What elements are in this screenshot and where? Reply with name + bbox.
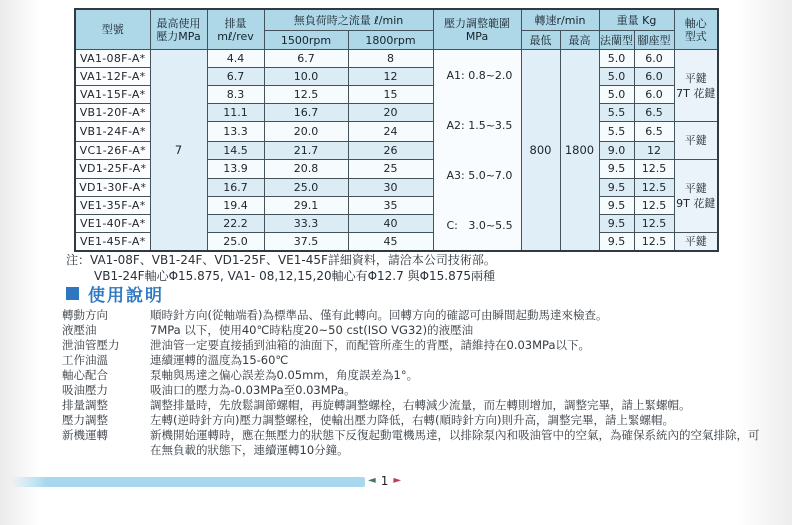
weight-foot-cell: 6.0: [634, 50, 674, 68]
footer-accent-bar: [10, 477, 365, 487]
flow-1800-cell: 12: [348, 68, 433, 86]
weight-foot-cell: 12.5: [634, 159, 674, 179]
flow-1500-cell: 6.7: [264, 50, 348, 68]
flow-1800-cell: 26: [348, 141, 433, 159]
weight-foot-cell: 6.5: [634, 122, 674, 142]
usage-item: [62, 368, 768, 383]
col-header-weight-foot: 腳座型: [634, 31, 674, 50]
col-header-shaft-type: [674, 9, 718, 50]
displacement-cell: 4.4: [207, 50, 264, 68]
weight-foot-cell: 6.5: [634, 104, 674, 122]
flow-1500-cell: 29.1: [264, 197, 348, 215]
displacement-cell: 13.9: [207, 159, 264, 179]
square-bullet-icon: [66, 287, 79, 300]
displacement-cell: 16.7: [207, 179, 264, 197]
table-notes: [66, 252, 496, 284]
weight-flange-cell: 9.5: [599, 159, 634, 179]
col-header-speed-group: 轉速r/min: [521, 9, 599, 31]
weight-flange-cell: 9.5: [599, 179, 634, 197]
pump-spec-table: [74, 8, 719, 252]
displacement-cell: 25.0: [207, 233, 264, 252]
flow-1500-cell: 20.0: [264, 122, 348, 142]
flow-1500-cell: 12.5: [264, 86, 348, 104]
usage-description: 左轉(逆時針方向)壓力調整螺栓，使輸出壓力降低，右轉(順時針方向)則升高，調整完畢，請上緊螺帽。: [150, 413, 674, 427]
flow-1500-cell: 16.7: [264, 104, 348, 122]
usage-term: 排量調整: [62, 398, 108, 412]
flow-1500-cell: 10.0: [264, 68, 348, 86]
flow-1500-cell: 21.7: [264, 141, 348, 159]
usage-term: 轉動方向: [62, 308, 108, 322]
weight-flange-cell: 5.0: [599, 86, 634, 104]
weight-flange-cell: 5.0: [599, 50, 634, 68]
model-cell: VA1-15F-A*: [75, 86, 150, 104]
weight-flange-cell: 5.5: [599, 104, 634, 122]
header-line: 壓力調整範圍: [444, 16, 510, 30]
usage-term: 吸油壓力: [62, 383, 108, 397]
header-line: 軸心: [684, 16, 707, 30]
page-number: 1: [380, 474, 389, 488]
next-page-icon: ►: [393, 475, 402, 486]
flow-1500-cell: 37.5: [264, 233, 348, 252]
max-pressure-cell: 7: [150, 50, 207, 252]
displacement-cell: 13.3: [207, 122, 264, 142]
model-cell: VD1-30F-A*: [75, 179, 150, 197]
displacement-cell: 8.3: [207, 86, 264, 104]
weight-foot-cell: 6.0: [634, 68, 674, 86]
usage-item: [62, 398, 768, 413]
usage-item: [62, 338, 768, 353]
usage-description: 泵軸與馬達之偏心誤差為0.05mm，角度誤差為1°。: [150, 368, 419, 382]
flow-1500-cell: 20.8: [264, 159, 348, 179]
weight-flange-cell: 9.5: [599, 197, 634, 215]
displacement-cell: 11.1: [207, 104, 264, 122]
model-cell: VA1-12F-A*: [75, 68, 150, 86]
usage-term: 液壓油: [62, 323, 97, 337]
col-header-model: 型號: [75, 9, 150, 50]
usage-section-heading: [66, 281, 164, 306]
flow-1800-cell: 40: [348, 215, 433, 233]
weight-foot-cell: 12: [634, 141, 674, 159]
usage-item: [62, 308, 768, 323]
usage-item: [62, 428, 768, 458]
col-header-weight-flange: 法蘭型: [599, 31, 634, 50]
spec-table-body: [75, 50, 718, 252]
col-header-speed-max: 最高: [560, 31, 599, 50]
header-line: 排量: [224, 16, 247, 30]
header-line: mℓ/rev: [217, 29, 254, 43]
header-line: 最高使用: [156, 16, 201, 30]
speed-min-cell: 800: [521, 50, 560, 252]
col-header-flow-1800: 1800rpm: [348, 31, 433, 50]
col-header-pressure-range: [433, 9, 521, 50]
section-title: 使用說明: [88, 286, 164, 306]
col-header-speed-min: 最低: [521, 31, 560, 50]
note-line: 注：VA1-08F、VB1-24F、VD1-25F、VE1-45F詳細資料，請洽本公司技術部。: [66, 253, 496, 267]
usage-term: 泄油管壓力: [62, 338, 120, 352]
usage-item: [62, 353, 768, 368]
shaft-type-cell: 平鍵: [674, 122, 718, 160]
shaft-type-cell: 平鍵: [674, 233, 718, 252]
flow-1800-cell: 20: [348, 104, 433, 122]
usage-description: 順時針方向(從軸端看)為標準品、僅有此轉向。回轉方向的確認可由瞬間起動馬達來檢查。: [150, 308, 608, 322]
prev-page-icon: ◄: [368, 475, 376, 486]
weight-foot-cell: 12.5: [634, 233, 674, 252]
header-line: 壓力MPa: [156, 29, 201, 43]
usage-description: 新機開始運轉時，應在無壓力的狀態下反復起動電機馬達，以排除泵內和吸油管中的空氣，為確保系統內的空氣排除，可在無負載的狀態下，連續運轉10分鐘。: [150, 428, 760, 457]
usage-description: 吸油口的壓力為-0.03MPa至0.03MPa。: [150, 383, 356, 397]
usage-item: [62, 413, 768, 428]
weight-flange-cell: 5.5: [599, 122, 634, 142]
page-navigation: [368, 472, 401, 490]
usage-term: 壓力調整: [62, 413, 108, 427]
flow-1800-cell: 24: [348, 122, 433, 142]
table-row: [75, 50, 718, 68]
flow-1800-cell: 45: [348, 233, 433, 252]
flow-1800-cell: 8: [348, 50, 433, 68]
model-cell: VA1-08F-A*: [75, 50, 150, 68]
flow-1500-cell: 25.0: [264, 179, 348, 197]
note-line: VB1-24F軸心Φ15.875, VA1- 08,12,15,20軸心有Φ12.7 與Φ15.875兩種: [94, 269, 496, 283]
col-header-max-pressure: [150, 9, 207, 50]
col-header-flow-group: 無負荷時之流量 ℓ/min: [264, 9, 433, 31]
usage-item: [62, 383, 768, 398]
weight-foot-cell: 12.5: [634, 215, 674, 233]
displacement-cell: 6.7: [207, 68, 264, 86]
weight-flange-cell: 9.5: [599, 215, 634, 233]
table-header: [75, 9, 718, 50]
displacement-cell: 22.2: [207, 215, 264, 233]
usage-description: 泄油管一定要直接插到油箱的油面下，而配管所產生的背壓，請維持在0.03MPa以下。: [150, 338, 590, 352]
header-line: 型式: [684, 29, 707, 43]
header-line: MPa: [465, 29, 489, 43]
flow-1800-cell: 35: [348, 197, 433, 215]
usage-list: [62, 308, 768, 458]
speed-max-cell: 1800: [560, 50, 599, 252]
col-header-weight-group: 重量 Kg: [599, 9, 674, 31]
model-cell: VD1-25F-A*: [75, 159, 150, 179]
weight-foot-cell: 6.0: [634, 86, 674, 104]
model-cell: VC1-26F-A*: [75, 141, 150, 159]
shaft-type-cell: 平鍵 7T 花鍵: [674, 50, 718, 122]
usage-description: 7MPa 以下，使用40℃時粘度20~50 cst(ISO VG32)的液壓油: [150, 323, 474, 337]
flow-1800-cell: 15: [348, 86, 433, 104]
usage-description: 連續運轉的溫度為15-60℃: [150, 353, 289, 367]
flow-1800-cell: 25: [348, 159, 433, 179]
shaft-type-cell: 平鍵 9T 花鍵: [674, 159, 718, 233]
usage-description: 調整排量時，先放鬆調節螺帽，再旋轉調整螺栓，右轉減少流量，而左轉則增加，調整完畢，請上緊螺帽。: [150, 398, 691, 412]
model-cell: VB1-20F-A*: [75, 104, 150, 122]
flow-1800-cell: 30: [348, 179, 433, 197]
weight-foot-cell: 12.5: [634, 179, 674, 197]
model-cell: VE1-45F-A*: [75, 233, 150, 252]
usage-item: [62, 323, 768, 338]
pressure-range-cell: A1: 0.8~2.0 A2: 1.5~3.5 A3: 5.0~7.0 C: 3.0~5.5: [433, 50, 521, 252]
col-header-flow-1500: 1500rpm: [264, 31, 348, 50]
displacement-cell: 19.4: [207, 197, 264, 215]
model-cell: VE1-40F-A*: [75, 215, 150, 233]
usage-term: 工作油溫: [62, 353, 108, 367]
weight-flange-cell: 9.0: [599, 141, 634, 159]
displacement-cell: 14.5: [207, 141, 264, 159]
model-cell: VE1-35F-A*: [75, 197, 150, 215]
weight-foot-cell: 12.5: [634, 197, 674, 215]
weight-flange-cell: 9.5: [599, 233, 634, 252]
weight-flange-cell: 5.0: [599, 68, 634, 86]
usage-term: 新機運轉: [62, 428, 108, 442]
model-cell: VB1-24F-A*: [75, 122, 150, 142]
usage-term: 軸心配合: [62, 368, 108, 382]
flow-1500-cell: 33.3: [264, 215, 348, 233]
col-header-displacement: [207, 9, 264, 50]
